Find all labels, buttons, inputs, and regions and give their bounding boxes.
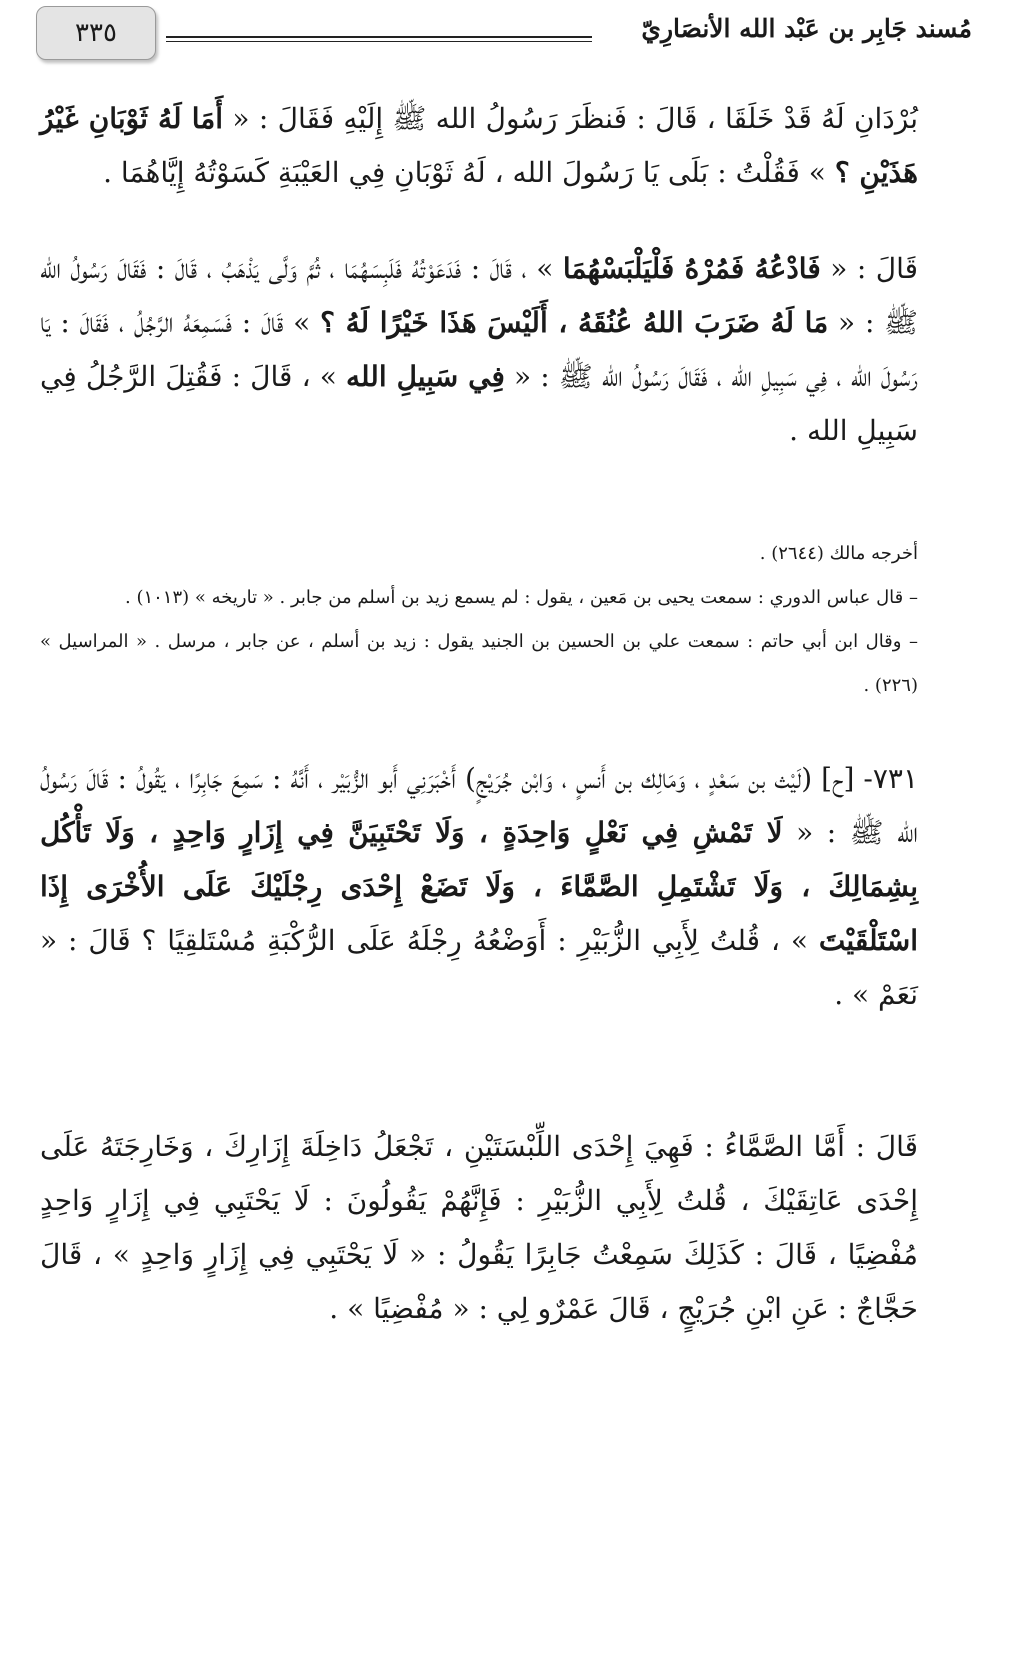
- paragraph-second: [40, 242, 918, 458]
- prophetic-saying: مَا لَهُ ضَرَبَ اللهُ عُنُقَهُ ، أَلَيْسَ هَذَا خَيْرًا لَهُ ؟: [320, 306, 829, 339]
- running-header: [36, 6, 972, 66]
- paragraph-continuation: [40, 92, 918, 200]
- narration-text: » قَالَ : فَسَمِعَهُ الرَّجُلُ ، فَقَالَ : يَا رَسُولَ الله ، فِي سَبِيلِ الله ، فَقَالَ رَسُولُ الله ﷺ : «: [40, 306, 919, 393]
- page-number-badge: [36, 6, 156, 60]
- narration-text: » ، قُلتُ لِأَبِي الزُّبَيْرِ : أَوَضْعُهُ رِجْلَهُ عَلَى الرُّكْبَةِ مُسْتَلقِيًا ؟ قَالَ : « نَعَمْ » .: [40, 924, 918, 1011]
- takhrij-note: أخرجه مالك (٢٦٤٤) .: [759, 543, 918, 564]
- header-rule: [166, 36, 592, 42]
- narration-text: » ، قَالَ : فَدَعَوْتُهُ فَلَبِسَهُمَا ، ثُمَّ وَلَّى يَذْهَبُ ، قَالَ : فَقَالَ رَسُولُ الله ﷺ : «: [40, 252, 918, 339]
- running-title: مُسند جَابِر بن عَبْد الله الأنصَارِيّ: [641, 14, 972, 43]
- prophetic-saying: أَمَا لَهُ ثَوْبَانِ غَيْرُ هَذَيْنِ ؟: [40, 102, 918, 189]
- hadith-731: [40, 752, 918, 1022]
- comment-note-1: – قال عباس الدوري : سمعت يحيى بن مَعين ، يقول : لم يسمع زيد بن أسلم من جابر . « تاريخه » (١٠١٣) .: [125, 587, 918, 608]
- page-number: ٣٣٥: [75, 18, 117, 48]
- narration-text: » ، قَالَ : فَقُتِلَ الرَّجُلُ فِي سَبِيلِ الله .: [40, 360, 918, 447]
- prophetic-saying: فَادْعُهُ فَمُرْهُ فَلْيَلْبَسْهُمَا: [562, 252, 821, 285]
- footnote-block: [40, 532, 918, 708]
- prophetic-saying: لَا تَمْشِ فِي نَعْلٍ وَاحِدَةٍ ، وَلَا تَحْتَبِيَنَّ فِي إِزَارٍ وَاحِدٍ ، وَلَا تَأْكُل بِشِمَالِكَ ، وَلَا تَشْتَمِلِ الصَّمَّاءَ ، وَلَا تَضَعْ إِحْدَى رِجْلَيْكَ عَلَى الأُخْرَى إِذَا اسْتَلْقَيْتَ: [40, 816, 918, 957]
- isnad-text: ٧٣١- [ح] (لَيْث بن سَعْدٍ ، وَمَالِك بن أَنسٍ ، وَابْن جُرَيْجٍ) أَخْبَرَنِي أَبو الزُّبَيْر ، أَنَّهُ : سَمِعَ جَابِرًا ، يَقُولُ : قَالَ رَسُولُ الله ﷺ : «: [40, 762, 918, 849]
- narration-text: قَالَ : «: [820, 252, 919, 285]
- narration-text: قَالَ : أَمَّا الصَّمَّاءُ : فَهِيَ إِحْدَى اللِّبْسَتَيْنِ ، تَجْعَلُ دَاخِلَةَ إِزَارِكَ ، وَخَارِجَتَهُ عَلَى إِحْدَى عَاتِقَيْكَ ، قُلتُ لِأَبِي الزُّبَيْرِ : فَإِنَّهُمْ يَقُولُونَ : لَا يَحْتَبِي فِي إِزَارٍ وَاحِدٍ مُفْضِيًا ، قَالَ : كَذَلِكَ سَمِعْتُ جَابِرًا يَقُولُ : « لَا يَحْتَبِي فِي إِزَارٍ وَاحِدٍ » ، قَالَ حَجَّاجٌ : عَنِ ابْنِ جُرَيْجٍ ، قَالَ عَمْرٌو لِي : « مُفْضِيًا » .: [40, 1130, 918, 1325]
- prophetic-saying: فِي سَبِيلِ الله: [346, 360, 505, 393]
- comment-note-2: – وقال ابن أبي حاتم : سمعت علي بن الحسين بن الجنيد يقول : زيد بن أسلم ، عن جابر ، مرسل . « المراسيل » (٢٢٦) .: [40, 631, 918, 696]
- narration-text: بُرْدَانِ لَهُ قَدْ خَلَقَا ، قَالَ : فَنظَرَ رَسُولُ الله ﷺ إِلَيْهِ فَقَالَ : «: [223, 102, 919, 135]
- narration-text: » فَقُلْتُ : بَلَى يَا رَسُولَ الله ، لَهُ ثَوْبَانِ فِي العَيْبَةِ كَسَوْتُهُ إِيَّاهُمَا .: [103, 156, 835, 189]
- paragraph-explanation: [40, 1120, 918, 1336]
